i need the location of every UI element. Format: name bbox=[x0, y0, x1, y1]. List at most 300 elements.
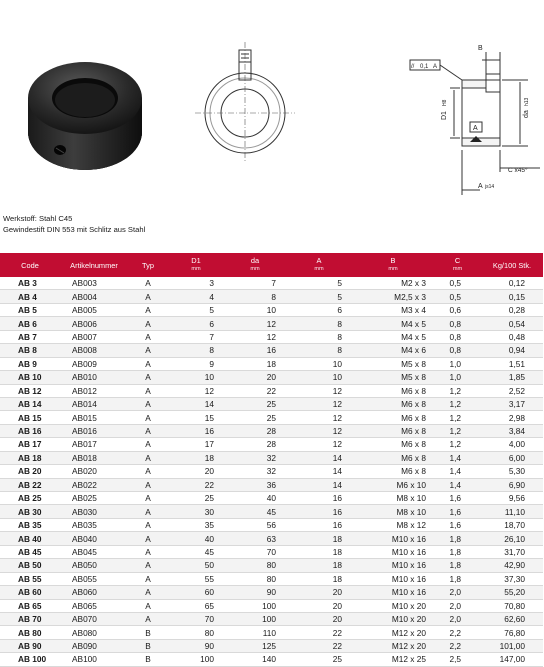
cell-da: 110 bbox=[224, 626, 286, 639]
cell-type: A bbox=[128, 303, 168, 316]
cell-da: 140 bbox=[224, 653, 286, 666]
cell-weight: 9,56 bbox=[481, 492, 543, 505]
cell-article: AB100 bbox=[60, 653, 128, 666]
material-note: Werkstoff: Stahl C45 bbox=[3, 214, 73, 223]
cell-c: 1,8 bbox=[434, 545, 481, 558]
cell-b: M8 x 10 bbox=[352, 492, 434, 505]
tol-value: 0,1 bbox=[420, 64, 429, 70]
cell-article: AB025 bbox=[60, 492, 128, 505]
table-header-row bbox=[0, 253, 543, 277]
cell-code: AB 5 bbox=[0, 303, 60, 316]
table-row bbox=[0, 478, 543, 491]
cell-c: 1,8 bbox=[434, 572, 481, 585]
cell-da: 100 bbox=[224, 599, 286, 612]
cell-c: 0,6 bbox=[434, 303, 481, 316]
tol-datum: A bbox=[433, 64, 438, 70]
col-header-c: C mm bbox=[434, 253, 481, 277]
cell-da: 18 bbox=[224, 357, 286, 370]
table-row bbox=[0, 465, 543, 478]
cell-da: 90 bbox=[224, 586, 286, 599]
cell-da: 28 bbox=[224, 438, 286, 451]
cell-weight: 0,12 bbox=[481, 277, 543, 290]
dim-a-tol: js14 bbox=[485, 184, 495, 190]
material-notes bbox=[3, 213, 145, 235]
table-row bbox=[0, 277, 543, 290]
cell-da: 45 bbox=[224, 505, 286, 518]
cell-b: M10 x 16 bbox=[352, 545, 434, 558]
table-row bbox=[0, 639, 543, 652]
cell-article: AB008 bbox=[60, 344, 128, 357]
cell-c: 2,2 bbox=[434, 626, 481, 639]
table-row bbox=[0, 317, 543, 330]
cell-a: 8 bbox=[286, 344, 352, 357]
cell-code: AB 80 bbox=[0, 626, 60, 639]
cell-da: 7 bbox=[224, 277, 286, 290]
table-row bbox=[0, 411, 543, 424]
cell-a: 12 bbox=[286, 384, 352, 397]
cell-type: A bbox=[128, 532, 168, 545]
cell-c: 0,8 bbox=[434, 330, 481, 343]
cell-b: M6 x 8 bbox=[352, 384, 434, 397]
cell-c: 1,0 bbox=[434, 357, 481, 370]
cell-code: AB 4 bbox=[0, 290, 60, 303]
cell-article: AB080 bbox=[60, 626, 128, 639]
cell-c: 1,2 bbox=[434, 424, 481, 437]
cell-a: 14 bbox=[286, 465, 352, 478]
cell-article: AB020 bbox=[60, 465, 128, 478]
cell-article: AB016 bbox=[60, 424, 128, 437]
cell-code: AB 90 bbox=[0, 639, 60, 652]
cell-da: 10 bbox=[224, 303, 286, 316]
cell-type: A bbox=[128, 505, 168, 518]
dim-da-tol: h13 bbox=[524, 97, 530, 106]
cell-d1: 10 bbox=[168, 371, 224, 384]
cell-d1: 50 bbox=[168, 559, 224, 572]
cell-c: 1,6 bbox=[434, 505, 481, 518]
cell-da: 16 bbox=[224, 344, 286, 357]
table-row bbox=[0, 397, 543, 410]
cell-code: AB 3 bbox=[0, 277, 60, 290]
cell-article: AB006 bbox=[60, 317, 128, 330]
dim-d1-tol: H8 bbox=[442, 99, 448, 106]
cell-d1: 14 bbox=[168, 397, 224, 410]
cell-article: AB009 bbox=[60, 357, 128, 370]
cell-weight: 4,00 bbox=[481, 438, 543, 451]
cell-b: M4 x 6 bbox=[352, 344, 434, 357]
dimension-table bbox=[0, 253, 543, 667]
cell-b: M6 x 8 bbox=[352, 438, 434, 451]
cell-b: M6 x 8 bbox=[352, 397, 434, 410]
cell-d1: 55 bbox=[168, 572, 224, 585]
col-header-d1: D1 mm bbox=[168, 253, 224, 277]
cell-article: AB003 bbox=[60, 277, 128, 290]
cell-code: AB 25 bbox=[0, 492, 60, 505]
cell-code: AB 30 bbox=[0, 505, 60, 518]
cell-c: 1,2 bbox=[434, 384, 481, 397]
cell-d1: 18 bbox=[168, 451, 224, 464]
table-row bbox=[0, 653, 543, 666]
cell-c: 0,5 bbox=[434, 290, 481, 303]
table-row bbox=[0, 626, 543, 639]
cell-da: 63 bbox=[224, 532, 286, 545]
cell-a: 18 bbox=[286, 572, 352, 585]
cell-weight: 0,54 bbox=[481, 317, 543, 330]
cell-b: M4 x 5 bbox=[352, 317, 434, 330]
cell-da: 40 bbox=[224, 492, 286, 505]
cell-type: A bbox=[128, 586, 168, 599]
cell-c: 2,0 bbox=[434, 599, 481, 612]
cell-a: 12 bbox=[286, 397, 352, 410]
cell-d1: 60 bbox=[168, 586, 224, 599]
col-header-b: B mm bbox=[352, 253, 434, 277]
cell-d1: 30 bbox=[168, 505, 224, 518]
cell-weight: 70,80 bbox=[481, 599, 543, 612]
cell-code: AB 17 bbox=[0, 438, 60, 451]
cell-b: M3 x 4 bbox=[352, 303, 434, 316]
table-row bbox=[0, 559, 543, 572]
cell-b: M4 x 5 bbox=[352, 330, 434, 343]
tol-symbol: // bbox=[411, 64, 415, 70]
cell-code: AB 60 bbox=[0, 586, 60, 599]
cell-b: M12 x 20 bbox=[352, 639, 434, 652]
cell-type: B bbox=[128, 653, 168, 666]
cell-d1: 15 bbox=[168, 411, 224, 424]
cell-article: AB050 bbox=[60, 559, 128, 572]
cell-weight: 55,20 bbox=[481, 586, 543, 599]
cell-code: AB 70 bbox=[0, 612, 60, 625]
cell-b: M12 x 25 bbox=[352, 653, 434, 666]
cell-article: AB060 bbox=[60, 586, 128, 599]
cell-b: M6 x 10 bbox=[352, 478, 434, 491]
cell-d1: 12 bbox=[168, 384, 224, 397]
cell-da: 70 bbox=[224, 545, 286, 558]
table-row bbox=[0, 545, 543, 558]
cell-d1: 70 bbox=[168, 612, 224, 625]
cell-d1: 35 bbox=[168, 518, 224, 531]
cell-a: 6 bbox=[286, 303, 352, 316]
cell-c: 1,8 bbox=[434, 532, 481, 545]
cell-type: A bbox=[128, 518, 168, 531]
table-row bbox=[0, 438, 543, 451]
cell-b: M10 x 16 bbox=[352, 559, 434, 572]
cell-a: 16 bbox=[286, 492, 352, 505]
cell-c: 1,2 bbox=[434, 397, 481, 410]
cell-code: AB 12 bbox=[0, 384, 60, 397]
cell-type: A bbox=[128, 492, 168, 505]
cell-c: 0,8 bbox=[434, 344, 481, 357]
cell-b: M8 x 12 bbox=[352, 518, 434, 531]
cell-type: A bbox=[128, 384, 168, 397]
cell-type: A bbox=[128, 371, 168, 384]
cell-c: 0,8 bbox=[434, 317, 481, 330]
cell-b: M5 x 8 bbox=[352, 371, 434, 384]
cell-c: 1,2 bbox=[434, 438, 481, 451]
cell-type: A bbox=[128, 451, 168, 464]
cell-type: B bbox=[128, 626, 168, 639]
cell-code: AB 6 bbox=[0, 317, 60, 330]
cell-weight: 3,84 bbox=[481, 424, 543, 437]
cell-b: M5 x 8 bbox=[352, 357, 434, 370]
cell-d1: 9 bbox=[168, 357, 224, 370]
cell-a: 20 bbox=[286, 586, 352, 599]
cell-weight: 42,90 bbox=[481, 559, 543, 572]
cell-weight: 147,00 bbox=[481, 653, 543, 666]
cell-b: M2 x 3 bbox=[352, 277, 434, 290]
col-header-article: Artikelnummer bbox=[60, 253, 128, 277]
cell-c: 2,0 bbox=[434, 586, 481, 599]
cell-da: 12 bbox=[224, 317, 286, 330]
cell-code: AB 65 bbox=[0, 599, 60, 612]
table-row bbox=[0, 330, 543, 343]
cell-type: A bbox=[128, 465, 168, 478]
table-row bbox=[0, 518, 543, 531]
cell-type: A bbox=[128, 411, 168, 424]
col-header-type: Typ bbox=[128, 253, 168, 277]
cell-code: AB 7 bbox=[0, 330, 60, 343]
cell-weight: 31,70 bbox=[481, 545, 543, 558]
cell-article: AB010 bbox=[60, 371, 128, 384]
cell-da: 56 bbox=[224, 518, 286, 531]
cell-code: AB 9 bbox=[0, 357, 60, 370]
cell-type: A bbox=[128, 438, 168, 451]
cell-c: 2,2 bbox=[434, 639, 481, 652]
dim-d1: D1 bbox=[441, 111, 448, 120]
cell-b: M6 x 8 bbox=[352, 424, 434, 437]
cell-c: 1,0 bbox=[434, 371, 481, 384]
cell-d1: 25 bbox=[168, 492, 224, 505]
table-body bbox=[0, 277, 543, 666]
cell-b: M6 x 8 bbox=[352, 411, 434, 424]
cell-c: 1,4 bbox=[434, 465, 481, 478]
col-header-weight: Kg/100 Stk. bbox=[481, 253, 543, 277]
dim-a: A bbox=[478, 183, 483, 190]
cell-article: AB004 bbox=[60, 290, 128, 303]
cell-type: A bbox=[128, 612, 168, 625]
cell-c: 1,4 bbox=[434, 478, 481, 491]
cell-d1: 7 bbox=[168, 330, 224, 343]
table-row bbox=[0, 612, 543, 625]
cell-b: M10 x 16 bbox=[352, 572, 434, 585]
table-row bbox=[0, 357, 543, 370]
cell-weight: 11,10 bbox=[481, 505, 543, 518]
cell-weight: 37,30 bbox=[481, 572, 543, 585]
cell-da: 32 bbox=[224, 451, 286, 464]
cell-article: AB005 bbox=[60, 303, 128, 316]
cell-a: 16 bbox=[286, 505, 352, 518]
cell-type: A bbox=[128, 424, 168, 437]
cell-weight: 0,48 bbox=[481, 330, 543, 343]
cell-article: AB018 bbox=[60, 451, 128, 464]
cell-c: 1,4 bbox=[434, 451, 481, 464]
table-row bbox=[0, 532, 543, 545]
cell-b: M2,5 x 3 bbox=[352, 290, 434, 303]
cell-code: AB 15 bbox=[0, 411, 60, 424]
cell-weight: 1,85 bbox=[481, 371, 543, 384]
cell-a: 8 bbox=[286, 317, 352, 330]
cell-type: A bbox=[128, 599, 168, 612]
cell-type: A bbox=[128, 317, 168, 330]
cell-article: AB007 bbox=[60, 330, 128, 343]
col-header-code: Code bbox=[0, 253, 60, 277]
cell-d1: 22 bbox=[168, 478, 224, 491]
cell-da: 25 bbox=[224, 397, 286, 410]
col-header-a: A mm bbox=[286, 253, 352, 277]
cell-d1: 90 bbox=[168, 639, 224, 652]
cell-a: 10 bbox=[286, 371, 352, 384]
dim-c: C x45° bbox=[508, 167, 528, 174]
section-drawing bbox=[0, 0, 544, 205]
cell-c: 1,8 bbox=[434, 559, 481, 572]
cell-a: 8 bbox=[286, 330, 352, 343]
cell-type: A bbox=[128, 344, 168, 357]
cell-c: 0,5 bbox=[434, 277, 481, 290]
table-row bbox=[0, 572, 543, 585]
cell-d1: 40 bbox=[168, 532, 224, 545]
cell-d1: 4 bbox=[168, 290, 224, 303]
cell-b: M6 x 8 bbox=[352, 451, 434, 464]
cell-c: 1,2 bbox=[434, 411, 481, 424]
cell-type: B bbox=[128, 639, 168, 652]
cell-type: A bbox=[128, 357, 168, 370]
cell-a: 20 bbox=[286, 612, 352, 625]
cell-article: AB030 bbox=[60, 505, 128, 518]
cell-da: 20 bbox=[224, 371, 286, 384]
cell-b: M10 x 16 bbox=[352, 586, 434, 599]
cell-code: AB 35 bbox=[0, 518, 60, 531]
table-row bbox=[0, 303, 543, 316]
cell-code: AB 50 bbox=[0, 559, 60, 572]
cell-c: 2,5 bbox=[434, 653, 481, 666]
cell-da: 22 bbox=[224, 384, 286, 397]
cell-code: AB 20 bbox=[0, 465, 60, 478]
cell-type: A bbox=[128, 277, 168, 290]
cell-article: AB022 bbox=[60, 478, 128, 491]
cell-a: 20 bbox=[286, 599, 352, 612]
cell-b: M12 x 20 bbox=[352, 626, 434, 639]
product-figures bbox=[0, 0, 544, 205]
cell-code: AB 22 bbox=[0, 478, 60, 491]
cell-weight: 0,28 bbox=[481, 303, 543, 316]
cell-article: AB090 bbox=[60, 639, 128, 652]
cell-da: 36 bbox=[224, 478, 286, 491]
cell-d1: 100 bbox=[168, 653, 224, 666]
cell-weight: 0,94 bbox=[481, 344, 543, 357]
cell-c: 2,0 bbox=[434, 612, 481, 625]
cell-a: 12 bbox=[286, 411, 352, 424]
cell-da: 125 bbox=[224, 639, 286, 652]
table-row bbox=[0, 371, 543, 384]
cell-b: M10 x 20 bbox=[352, 599, 434, 612]
cell-article: AB012 bbox=[60, 384, 128, 397]
cell-type: A bbox=[128, 559, 168, 572]
set-screw-note: Gewindestift DIN 553 mit Schlitz aus Stahl bbox=[3, 225, 146, 234]
cell-a: 18 bbox=[286, 545, 352, 558]
cell-type: A bbox=[128, 397, 168, 410]
cell-d1: 8 bbox=[168, 344, 224, 357]
cell-d1: 65 bbox=[168, 599, 224, 612]
cell-weight: 62,60 bbox=[481, 612, 543, 625]
cell-code: AB 18 bbox=[0, 451, 60, 464]
cell-da: 25 bbox=[224, 411, 286, 424]
cell-type: A bbox=[128, 330, 168, 343]
col-header-da: da mm bbox=[224, 253, 286, 277]
cell-code: AB 16 bbox=[0, 424, 60, 437]
cell-a: 12 bbox=[286, 424, 352, 437]
cell-a: 14 bbox=[286, 451, 352, 464]
cell-a: 22 bbox=[286, 639, 352, 652]
cell-weight: 0,15 bbox=[481, 290, 543, 303]
dim-da: da bbox=[523, 110, 530, 118]
cell-c: 1,6 bbox=[434, 492, 481, 505]
cell-a: 18 bbox=[286, 559, 352, 572]
cell-b: M8 x 10 bbox=[352, 505, 434, 518]
cell-code: AB 14 bbox=[0, 397, 60, 410]
cell-b: M6 x 8 bbox=[352, 465, 434, 478]
table-row bbox=[0, 586, 543, 599]
cell-a: 5 bbox=[286, 290, 352, 303]
cell-a: 5 bbox=[286, 277, 352, 290]
dim-b: B bbox=[478, 45, 483, 52]
table-row bbox=[0, 505, 543, 518]
cell-da: 80 bbox=[224, 572, 286, 585]
cell-a: 12 bbox=[286, 438, 352, 451]
cell-article: AB035 bbox=[60, 518, 128, 531]
cell-d1: 20 bbox=[168, 465, 224, 478]
table-row bbox=[0, 492, 543, 505]
cell-a: 18 bbox=[286, 532, 352, 545]
cell-type: A bbox=[128, 545, 168, 558]
cell-article: AB040 bbox=[60, 532, 128, 545]
cell-weight: 101,00 bbox=[481, 639, 543, 652]
table-row bbox=[0, 599, 543, 612]
cell-da: 28 bbox=[224, 424, 286, 437]
cell-d1: 17 bbox=[168, 438, 224, 451]
cell-da: 80 bbox=[224, 559, 286, 572]
cell-b: M10 x 16 bbox=[352, 532, 434, 545]
cell-c: 1,6 bbox=[434, 518, 481, 531]
cell-weight: 3,17 bbox=[481, 397, 543, 410]
cell-article: AB045 bbox=[60, 545, 128, 558]
cell-d1: 5 bbox=[168, 303, 224, 316]
cell-b: M10 x 20 bbox=[352, 612, 434, 625]
cell-a: 10 bbox=[286, 357, 352, 370]
cell-article: AB065 bbox=[60, 599, 128, 612]
cell-code: AB 40 bbox=[0, 532, 60, 545]
cell-article: AB015 bbox=[60, 411, 128, 424]
cell-d1: 80 bbox=[168, 626, 224, 639]
cell-d1: 16 bbox=[168, 424, 224, 437]
table-row bbox=[0, 344, 543, 357]
cell-article: AB070 bbox=[60, 612, 128, 625]
cell-code: AB 45 bbox=[0, 545, 60, 558]
cell-a: 16 bbox=[286, 518, 352, 531]
cell-da: 100 bbox=[224, 612, 286, 625]
cell-code: AB 8 bbox=[0, 344, 60, 357]
cell-weight: 26,10 bbox=[481, 532, 543, 545]
cell-da: 32 bbox=[224, 465, 286, 478]
cell-code: AB 100 bbox=[0, 653, 60, 666]
table-row bbox=[0, 424, 543, 437]
cell-code: AB 55 bbox=[0, 572, 60, 585]
cell-article: AB055 bbox=[60, 572, 128, 585]
table-row bbox=[0, 451, 543, 464]
cell-weight: 6,00 bbox=[481, 451, 543, 464]
cell-article: AB014 bbox=[60, 397, 128, 410]
cell-d1: 6 bbox=[168, 317, 224, 330]
cell-d1: 3 bbox=[168, 277, 224, 290]
cell-a: 14 bbox=[286, 478, 352, 491]
cell-a: 25 bbox=[286, 653, 352, 666]
